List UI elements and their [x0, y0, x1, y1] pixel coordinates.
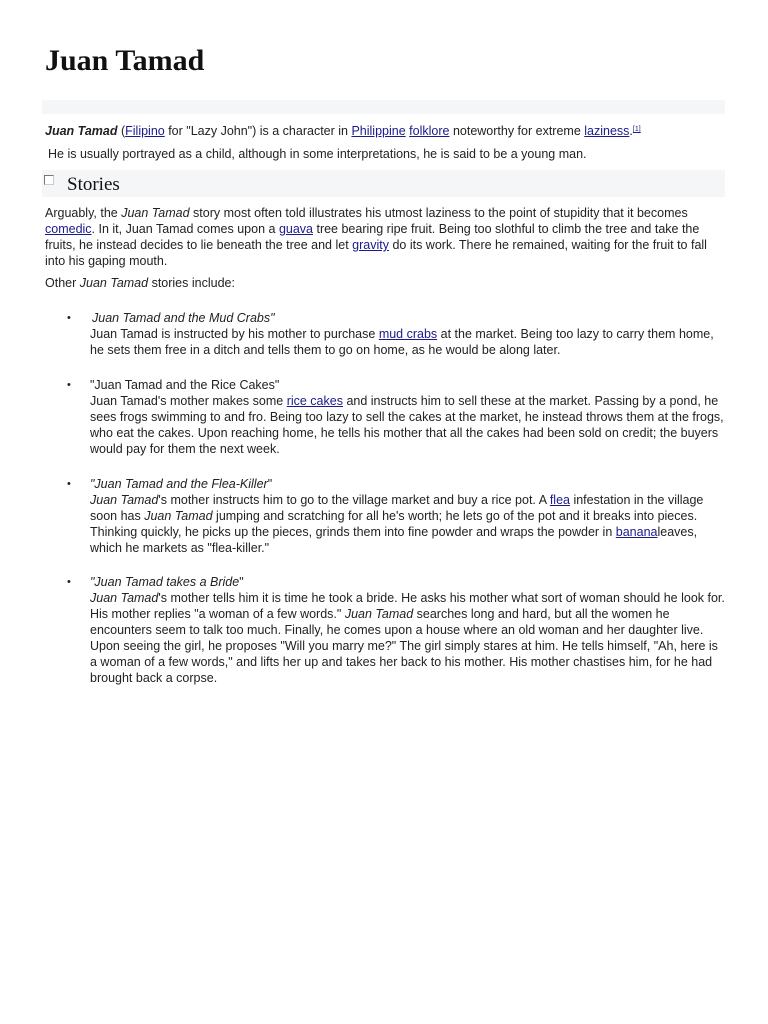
bullet: •	[67, 379, 71, 391]
intro-paragraph: Juan Tamad (Filipino for "Lazy John") is a character in Philippine folklore noteworthy for extreme laziness.[1]	[45, 124, 641, 138]
story-title-end: "	[267, 477, 273, 491]
bullet: •	[67, 312, 71, 324]
para1-text-a: Arguably, the	[45, 206, 122, 220]
story-name-2: Juan Tamad	[344, 607, 414, 621]
story-text-c: jumping and scratching for all he's worth; he lets go of the pot and it breaks into pieces. Thinking quickly, he picks up the pieces, grinds them into fine powder and wraps the powder in	[90, 509, 698, 539]
list-item-rice-cakes	[67, 377, 725, 457]
link-rice-cakes[interactable]: rice cakes	[286, 394, 343, 408]
link-mud-crabs[interactable]: mud crabs	[378, 327, 438, 341]
para2-name: Juan Tamad	[79, 276, 149, 290]
para2-text-b: stories include:	[148, 276, 235, 290]
story-title-text: "Juan Tamad and the Flea-Killer	[90, 477, 268, 491]
link-laziness[interactable]: laziness	[584, 124, 630, 138]
story-name-2: Juan Tamad	[144, 509, 213, 523]
bullet: •	[67, 478, 71, 490]
story-title-end: "	[239, 575, 244, 589]
story-text-a: Juan Tamad's mother makes some	[90, 394, 287, 408]
para1-name: Juan Tamad	[121, 206, 190, 220]
intro-text-1: for "Lazy John") is a character in	[164, 124, 352, 138]
other-stories-paragraph	[45, 275, 725, 291]
para1-text-b: story most often told illustrates his utmost laziness to the point of stupidity that it becomes	[189, 206, 688, 220]
title-divider-bar	[42, 100, 725, 114]
link-comedic[interactable]: comedic	[45, 222, 92, 236]
story-text-b: searches long and hard, but all the women he encounters seem to talk too much. Finally, he comes upon a house where an old woman and her daughter live. Upon seeing the girl, he proposes "Will you marry me?" The girl simply stares at him. He tells himself, "Ah, here is a woman of a few words," and lifts her up and takes her back to his mother. His mother chastises him, for he had brought back a corpse.	[90, 607, 718, 685]
story-name-1: Juan Tamad	[90, 591, 159, 605]
link-philippine[interactable]: Philippine	[351, 124, 406, 138]
page-title: Juan Tamad	[45, 44, 205, 77]
story-title	[90, 574, 725, 590]
section-title: Stories	[67, 174, 120, 195]
story-body	[90, 590, 725, 686]
para1-text-c: . In it, Juan Tamad comes upon a	[91, 222, 279, 236]
story-title	[90, 310, 725, 326]
list-item-flea-killer	[67, 476, 725, 556]
story-title-text: "Juan Tamad takes a Bride	[90, 575, 240, 589]
story-body	[90, 492, 725, 556]
reference-link[interactable]: [1]	[632, 126, 641, 133]
story-title-text: Juan Tamad and the Mud Crabs"	[92, 311, 275, 325]
story-text-b: infestation in the village soon has	[90, 493, 704, 523]
stories-paragraph	[45, 205, 725, 269]
story-text-d: leaves, which he markets as "flea-killer."	[90, 525, 698, 555]
para1-text-e: do its work. There he remained, waiting for the fruit to fall into his gaping mouth.	[45, 238, 707, 268]
story-text-a: Juan Tamad is instructed by his mother to purchase	[90, 327, 379, 341]
story-text-b: and instructs him to sell these at the market. Passing by a pond, he sees frogs swimming to and fro. Being too lazy to sell the cakes at the market, he instead throws them at the frogs, who eat the cakes. Upon reaching home, he tells his mother that all the cakes had been sold on credit; the buyers would pay for them the next week.	[90, 394, 724, 456]
link-folklore[interactable]: folklore	[409, 124, 450, 138]
story-name-1: Juan Tamad	[90, 493, 159, 507]
story-text-b: at the market. Being too lazy to carry them home, he sets them free in a ditch and tells them to go on home, as he would be along later.	[90, 327, 714, 357]
link-filipino[interactable]: Filipino	[125, 124, 165, 138]
link-guava[interactable]: guava	[278, 222, 313, 236]
intro-text-2: noteworthy for extreme	[449, 124, 585, 138]
story-text-a: 's mother tells him it is time he took a bride. He asks his mother what sort of woman should he look for. His mother replies "a woman of a few words."	[90, 591, 725, 621]
story-body	[90, 393, 725, 457]
section-toggle-icon[interactable]	[44, 175, 54, 185]
intro-lead-name: Juan Tamad	[45, 124, 118, 138]
section-header-stories	[42, 170, 725, 197]
list-item-mud-crabs	[67, 310, 725, 358]
para1-text-d: tree bearing ripe fruit. Being too slothful to climb the tree and take the fruits, he instead decides to lie beneath the tree and let	[45, 222, 700, 252]
story-body	[90, 326, 725, 358]
intro-line-2: He is usually portrayed as a child, although in some interpretations, he is said to be a young man.	[48, 147, 587, 161]
link-flea[interactable]: flea	[549, 493, 570, 507]
story-title	[90, 476, 725, 492]
link-banana[interactable]: banana	[615, 525, 658, 539]
para2-text-a: Other	[45, 276, 80, 290]
bullet: •	[67, 576, 71, 588]
link-gravity[interactable]: gravity	[352, 238, 389, 252]
list-item-takes-a-bride	[67, 574, 725, 686]
story-title: "Juan Tamad and the Rice Cakes"	[90, 378, 280, 392]
story-text-a: 's mother instructs him to go to the village market and buy a rice pot. A	[158, 493, 550, 507]
